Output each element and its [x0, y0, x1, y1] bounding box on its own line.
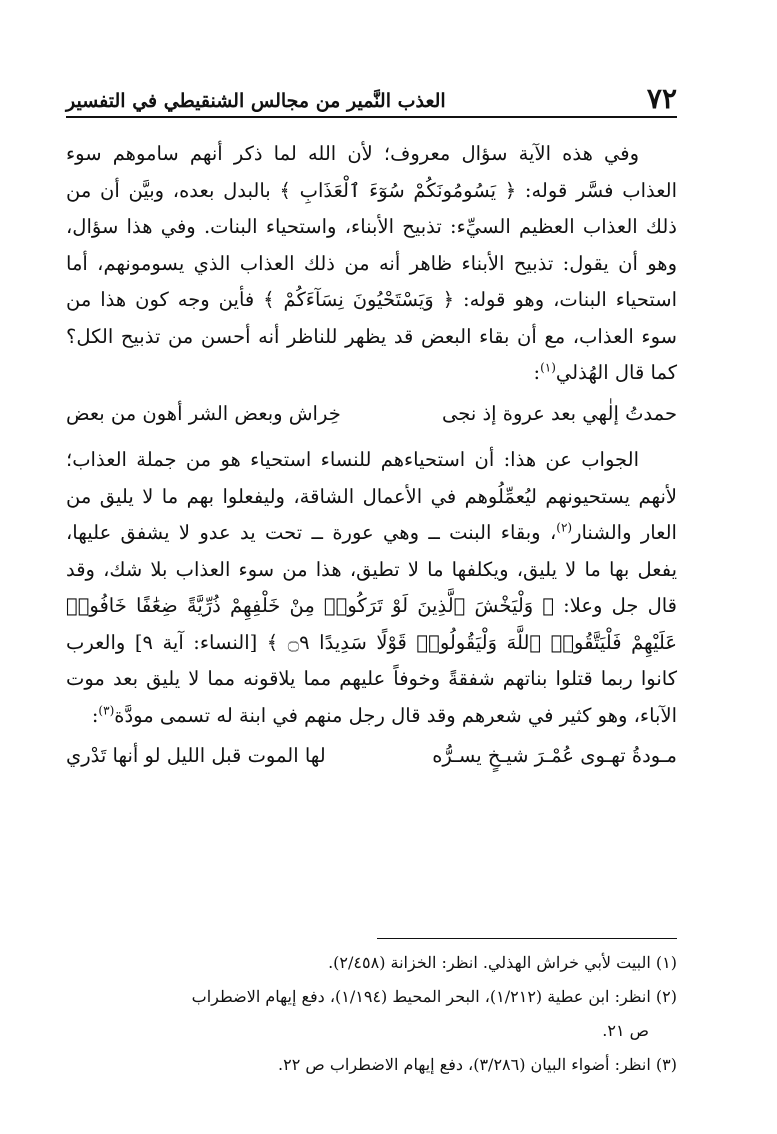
footnote-ref-2[interactable]: (٢)	[556, 520, 573, 535]
paragraph-question	[66, 136, 677, 392]
verse-first-hemistich: حمدتُ إلٰهي بعد عروة إذ نجى	[442, 401, 677, 425]
verse-second-hemistich: خِراش وبعض الشر أهون من بعض	[66, 401, 341, 425]
page-header	[66, 80, 677, 118]
verse-first-hemistich: مـودةُ تهـوى عُمْـرَ شيـخٍ يسـرُّه	[432, 744, 677, 767]
main-text	[66, 136, 677, 785]
poetry-verse-2	[66, 738, 677, 775]
page-number: ٧٢	[646, 82, 677, 115]
footnote-1: (١) البيت لأبي خراش الهذلي. انظر: الخزانة (٢/٤٥٨).	[328, 953, 677, 972]
footnote-separator	[377, 938, 677, 939]
paragraph-answer	[66, 442, 677, 734]
paragraph-text: ، وبقاء البنت ــ وهي عورة ــ تحت يد عدو لا يشفق عليها، يفعل بها ما لا يليق، ويكلفها ما لا تطيق، هذا من سوء العذاب بلا شك، وقد قال جل وعلا: ﴿ وَلْيَخْشَ ٱلَّذِينَ لَوْ تَرَكُوا۟ مِنْ خَلْفِهِمْ ذُرِّيَّةً ضِعَٰفًا خَافُوا۟ عَلَيْهِمْ فَلْيَتَّقُوا۟ ٱللَّهَ وَلْيَقُولُوا۟ قَوْلًا سَدِيدًا ۝٩ ﴾ [النساء: آية ٩] والعرب كانوا ربما قتلوا بناتهم شفقةً وخوفاً عليهم مما يلاقونه مما لا يليق بعد موت الآباء، وهو كثير في شعرهم وقد قال رجل منهم في ابنة له تسمى مودَّة	[66, 521, 678, 727]
footnote-2-continuation: ص ٢١.	[602, 1021, 649, 1040]
paragraph-text: وفي هذه الآية سؤال معروف؛ لأن الله لما ذكر أنهم ساموهم سوء العذاب فسَّر قوله: ﴿ يَسُومُونَكُمْ سُوٓءَ ٱلْعَذَابِ ﴾ بالبدل بعده، وبيَّن أن من ذلك العذاب العظيم السيِّء: تذبيح الأبناء، واستحياء البنات. وفي هذا سؤال، وهو أن يقول: تذبيح الأبناء ظاهر أنه من ذلك العذاب الذي يسومونهم، أما استحياء البنات، وهو قوله: ﴿ وَيَسْتَحْيُونَ نِسَآءَكُمْ ﴾ فأين وجه كون هذا من سوء العذاب، مع أن بقاء البعض قد يظهر للناظر أنه أحسن من تذبيح الكل؟ كما قال الهُذلي	[66, 142, 677, 384]
punctuation: :	[91, 703, 99, 727]
poetry-verse-1	[66, 396, 677, 433]
punctuation: :	[533, 361, 541, 384]
footnote-3: (٣) انظر: أضواء البيان (٣/٢٨٦)، دفع إيهام الاضطراب ص ٢٢.	[278, 1055, 677, 1074]
footnotes	[66, 946, 677, 1082]
footnote-ref-3[interactable]: (٣)	[98, 703, 115, 717]
footnote-2: (٢) انظر: ابن عطية (١/٢١٢)، البحر المحيط (١/١٩٤)، دفع إيهام الاضطراب	[191, 987, 677, 1006]
footnote-ref-1[interactable]: (١)	[540, 360, 556, 375]
running-title: العذب النَّمير من مجالس الشنقيطي في التفسير	[66, 90, 446, 112]
verse-second-hemistich: لها الموت قبل الليل لو أنها تَدْري	[66, 744, 326, 767]
paragraph-text: الجواب عن هذا: أن استحياءهم للنساء استحياء هو من جملة العذاب؛ لأنهم يستحيونهم ليُعمِّلُوهم في الأعمال الشاقة، وليفعلوا بهم ما لا يليق من العار والشنار	[66, 448, 677, 544]
